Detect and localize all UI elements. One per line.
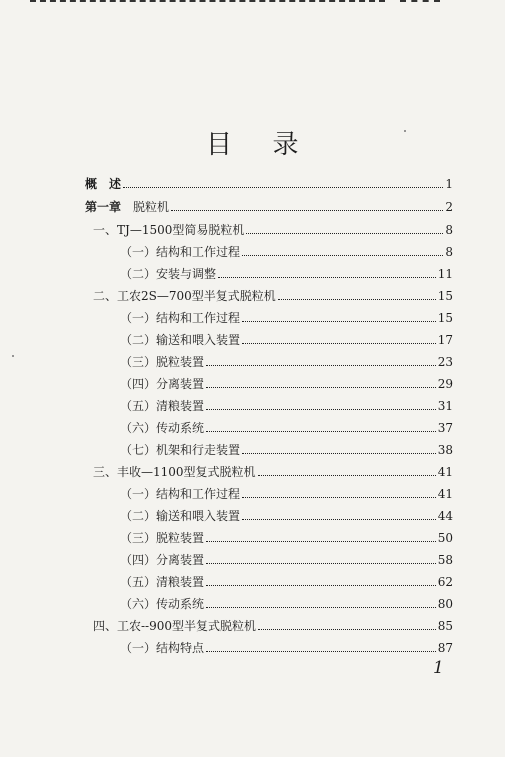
toc-entry — [120, 350, 453, 370]
dot-leader — [206, 607, 436, 608]
toc-entry-page: 41 — [437, 487, 453, 501]
toc-entry-page: 11 — [437, 267, 453, 281]
toc-entry-label: 三、丰收—1100型复式脱粒机 — [93, 465, 256, 479]
dot-leader — [278, 299, 436, 300]
toc-entry-label: （三）脱粒装置 — [120, 355, 205, 369]
dot-leader — [246, 233, 443, 234]
dot-leader — [242, 343, 436, 344]
toc-entry-label: 二、工农2S—700型半复式脱粒机 — [93, 289, 276, 303]
toc-entry-page: 2 — [445, 200, 453, 214]
toc-entry — [120, 482, 453, 502]
dot-leader — [242, 255, 443, 256]
toc-entry — [93, 460, 453, 480]
dot-leader — [242, 519, 436, 520]
toc-entry — [93, 284, 453, 304]
toc-entry-label: （一）结构特点 — [120, 641, 205, 655]
scan-speck — [12, 355, 14, 357]
toc-entry-label: 四、工农--900型半复式脱粒机 — [93, 619, 257, 633]
toc-entry — [120, 372, 453, 392]
toc-entry-page: 15 — [437, 311, 453, 325]
toc-entry — [120, 504, 453, 524]
toc-entry — [120, 636, 453, 656]
toc-entry-label: （六）传动系统 — [120, 421, 205, 435]
title-char-1: 目 — [205, 130, 233, 160]
dot-leader — [242, 321, 436, 322]
toc-entry — [120, 526, 453, 546]
toc-entry-page: 44 — [437, 509, 453, 523]
scan-speck — [404, 130, 406, 132]
toc-entry — [93, 614, 453, 634]
toc-entry-label: （四）分离装置 — [120, 553, 205, 567]
toc-entry-page: 50 — [437, 531, 453, 545]
dot-leader — [206, 585, 436, 586]
toc-entry-page: 85 — [437, 619, 453, 633]
toc-entry-page: 17 — [437, 333, 453, 347]
dot-leader — [123, 187, 443, 188]
toc-entry-page: 8 — [445, 223, 453, 237]
toc-entry-page: 41 — [437, 465, 453, 479]
dot-leader — [206, 387, 436, 388]
dot-leader — [206, 563, 436, 564]
toc-entry — [120, 438, 453, 458]
toc-entry-label: （五）清粮装置 — [120, 575, 205, 589]
toc-entry-page: 62 — [437, 575, 453, 589]
dot-leader — [242, 453, 436, 454]
toc-entry-label: （三）脱粒装置 — [120, 531, 205, 545]
toc-entry-page: 58 — [437, 553, 453, 567]
dot-leader — [218, 277, 436, 278]
toc-entry — [120, 394, 453, 414]
dot-leader — [206, 431, 436, 432]
toc-entry — [93, 218, 453, 238]
dot-leader — [206, 651, 436, 652]
toc-entry — [120, 416, 453, 436]
toc-entry — [120, 306, 453, 326]
toc-entry-page: 1 — [445, 177, 453, 191]
toc-entry-page: 31 — [437, 399, 453, 413]
toc-entry — [120, 548, 453, 568]
toc-entry — [120, 328, 453, 348]
toc-entry-label: 第一章 脱粒机 — [85, 200, 170, 214]
toc-entry-label: （一）结构和工作过程 — [120, 487, 241, 501]
toc-entry — [85, 172, 453, 192]
toc-entry-label: （七）机架和行走装置 — [120, 443, 241, 457]
toc-entry-page: 37 — [437, 421, 453, 435]
toc-entry-label: 一、TJ—1500型简易脱粒机 — [93, 223, 245, 237]
toc-entry-page: 15 — [437, 289, 453, 303]
toc-entry-label: （六）传动系统 — [120, 597, 205, 611]
toc-entry-page: 87 — [437, 641, 453, 655]
toc-entry-label-rest: 脱粒机 — [133, 200, 170, 214]
toc-entry-page: 8 — [445, 245, 453, 259]
toc-entry-label: （一）结构和工作过程 — [120, 311, 241, 325]
toc-entry-label: （五）清粮装置 — [120, 399, 205, 413]
toc-entry-page: 23 — [437, 355, 453, 369]
toc-entry — [85, 195, 453, 215]
dot-leader — [206, 365, 436, 366]
toc-entry-label: （二）输送和喂入装置 — [120, 333, 241, 347]
toc-entry-label: 概 述 — [85, 177, 122, 191]
toc-entry-label: （二）输送和喂入装置 — [120, 509, 241, 523]
toc-entry-label: （一）结构和工作过程 — [120, 245, 241, 259]
toc-entry — [120, 262, 453, 282]
toc-entry-page: 80 — [437, 597, 453, 611]
title-char-2: 录 — [272, 130, 300, 160]
dot-leader — [171, 210, 443, 211]
dot-leader — [206, 409, 436, 410]
dot-leader — [258, 629, 436, 630]
dot-leader — [242, 497, 436, 498]
page-number: 1 — [433, 658, 444, 678]
toc-entry-page: 29 — [437, 377, 453, 391]
toc-entry-label: （二）安装与调整 — [120, 267, 217, 281]
toc-entry-page: 38 — [437, 443, 453, 457]
toc-entry — [120, 240, 453, 260]
dot-leader — [206, 541, 436, 542]
toc-entry — [120, 570, 453, 590]
toc-entry — [120, 592, 453, 612]
dot-leader — [258, 475, 436, 476]
toc-entry-label: （四）分离装置 — [120, 377, 205, 391]
